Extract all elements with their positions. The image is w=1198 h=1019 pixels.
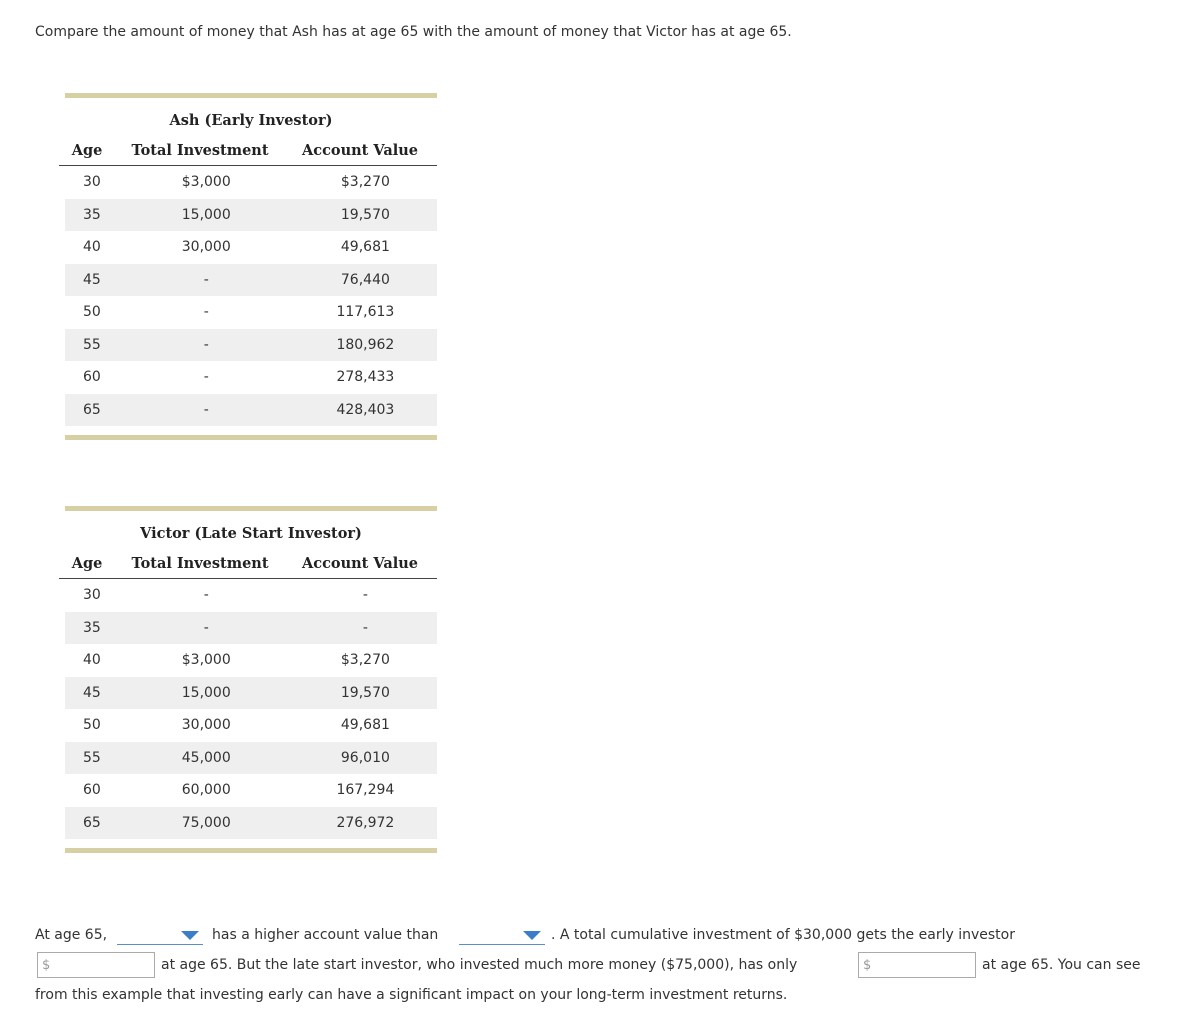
table-row — [65, 677, 437, 710]
currency-symbol: $ — [42, 958, 51, 973]
cell-age: 50 — [82, 304, 101, 321]
table-top-rule — [65, 93, 437, 98]
cell-total-investment: 15,000 — [181, 684, 231, 701]
cell-account-value: 278,433 — [336, 369, 395, 386]
cell-account-value: 167,294 — [336, 782, 395, 799]
cell-age: 35 — [82, 206, 101, 223]
cell-account-value: 49,681 — [340, 239, 390, 256]
table-row — [65, 329, 437, 362]
cell-account-value: 19,570 — [340, 684, 390, 701]
table-row — [65, 361, 437, 394]
cell-total-investment: 75,000 — [181, 814, 231, 831]
cell-total-investment: $3,000 — [181, 174, 231, 191]
table-header — [59, 549, 437, 579]
cell-total-investment: 45,000 — [181, 749, 231, 766]
chevron-down-icon — [181, 931, 199, 940]
header-age: Age — [71, 555, 103, 572]
question-text-part2: has a higher account value than — [212, 927, 439, 943]
ash-table-title: Ash (Early Investor) — [169, 112, 333, 129]
header-total-investment: Total Investment — [131, 555, 269, 572]
cell-total-investment: - — [203, 619, 209, 636]
currency-symbol: $ — [863, 958, 872, 973]
cell-age: 55 — [82, 336, 101, 353]
table-top-rule — [65, 506, 437, 511]
cell-age: 50 — [82, 717, 101, 734]
ash-table-body — [65, 166, 437, 426]
table-row — [65, 709, 437, 742]
table-row — [65, 742, 437, 775]
table-row — [65, 579, 437, 612]
table-row — [65, 644, 437, 677]
late-investor-value-input[interactable] — [858, 952, 976, 978]
fill-in-question — [35, 920, 1175, 1010]
cell-account-value: 49,681 — [340, 717, 390, 734]
question-text-part5: at age 65. You can see — [982, 957, 1141, 973]
header-account-value: Account Value — [302, 555, 418, 572]
cell-age: 65 — [82, 814, 101, 831]
cell-age: 45 — [82, 684, 101, 701]
cell-age: 40 — [82, 652, 101, 669]
cell-total-investment: - — [203, 401, 209, 418]
chevron-down-icon — [523, 931, 541, 940]
cell-total-investment: - — [203, 336, 209, 353]
table-row — [65, 296, 437, 329]
cell-total-investment: 60,000 — [181, 782, 231, 799]
cell-account-value: $3,270 — [340, 652, 390, 669]
question-line-3 — [35, 980, 1175, 1010]
cell-account-value: 428,403 — [336, 401, 395, 418]
cell-total-investment: - — [203, 271, 209, 288]
cell-total-investment: 30,000 — [181, 239, 231, 256]
cell-age: 55 — [82, 749, 101, 766]
table-row — [65, 394, 437, 427]
cell-account-value: - — [362, 587, 368, 604]
table-row — [65, 166, 437, 199]
header-age: Age — [71, 142, 103, 159]
cell-age: 30 — [82, 587, 101, 604]
question-text-part4: at age 65. But the late start investor, who invested much more money ($75,000), has only — [161, 957, 798, 973]
table-header — [59, 136, 437, 166]
cell-age: 35 — [82, 619, 101, 636]
question-line-1 — [35, 920, 1175, 950]
cell-account-value: - — [362, 619, 368, 636]
ash-table — [65, 93, 437, 440]
header-total-investment: Total Investment — [131, 142, 269, 159]
question-text-part1: At age 65, — [35, 927, 108, 943]
cell-total-investment: - — [203, 304, 209, 321]
header-account-value: Account Value — [302, 142, 418, 159]
cell-age: 45 — [82, 271, 101, 288]
table-bottom-rule — [65, 848, 437, 853]
cell-age: 60 — [82, 369, 101, 386]
early-investor-value-input[interactable] — [37, 952, 155, 978]
cell-account-value: 117,613 — [336, 304, 395, 321]
cell-total-investment: - — [203, 369, 209, 386]
table-row — [65, 199, 437, 232]
investor-dropdown-1[interactable] — [117, 922, 203, 945]
cell-total-investment: 30,000 — [181, 717, 231, 734]
cell-age: 65 — [82, 401, 101, 418]
cell-age: 60 — [82, 782, 101, 799]
cell-age: 40 — [82, 239, 101, 256]
cell-total-investment: - — [203, 587, 209, 604]
question-prompt: Compare the amount of money that Ash has at age 65 with the amount of money that Victor has at age 65. — [35, 24, 792, 40]
cell-account-value: 276,972 — [336, 814, 395, 831]
victor-table — [65, 506, 437, 853]
table-row — [65, 774, 437, 807]
victor-table-title: Victor (Late Start Investor) — [140, 525, 362, 542]
question-line-2 — [35, 950, 1175, 980]
cell-account-value: 19,570 — [340, 206, 390, 223]
investor-dropdown-2[interactable] — [459, 922, 545, 945]
cell-total-investment: 15,000 — [181, 206, 231, 223]
question-text-part6: from this example that investing early can have a significant impact on your long-term investment returns. — [35, 987, 788, 1003]
cell-account-value: $3,270 — [340, 174, 390, 191]
table-row — [65, 807, 437, 840]
cell-total-investment: $3,000 — [181, 652, 231, 669]
cell-age: 30 — [82, 174, 101, 191]
table-row — [65, 264, 437, 297]
question-text-part3: . A total cumulative investment of $30,000 gets the early investor — [551, 927, 1015, 943]
table-row — [65, 612, 437, 645]
table-bottom-rule — [65, 435, 437, 440]
cell-account-value: 76,440 — [340, 271, 390, 288]
victor-table-body — [65, 579, 437, 839]
cell-account-value: 96,010 — [340, 749, 390, 766]
table-row — [65, 231, 437, 264]
cell-account-value: 180,962 — [336, 336, 395, 353]
